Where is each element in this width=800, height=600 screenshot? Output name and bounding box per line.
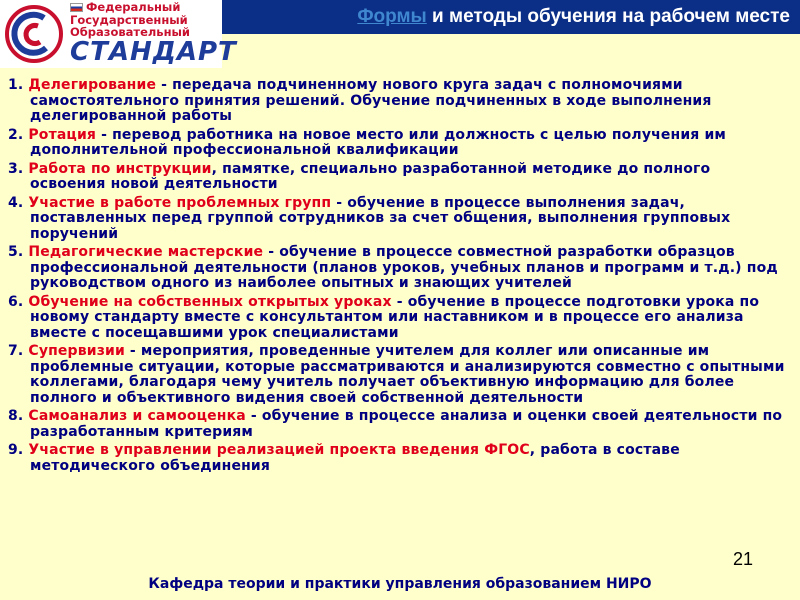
standard-wordmark: СТАНДАРТ [70, 37, 237, 67]
item-term: Обучение на собственных открытых уроках [28, 293, 392, 310]
list-item: 9. Участие в управлении реализацией проекта введения ФГОС, работа в составе методического объединения [8, 442, 680, 474]
list-item: 8. Самоанализ и самооценка - обучение в процессе анализа и оценки своей деятельности по разработанным критериям [8, 408, 783, 440]
list-item: 6. Обучение на собственных открытых уроках - обучение в процессе подготовки урока по новому стандарту вместе с консультантом или наставником и в процессе его анализа вместе с посещавшими урок специалистами [8, 293, 760, 341]
list-item: 2. Ротация - перевод работника на новое место или должность с целью получения им дополнительной профессиональной квалификации [8, 126, 727, 158]
fgos-logo [0, 0, 237, 68]
item-text: - обучение в процессе выполнения задач, поставленных перед группой сотрудников за счет общения, выполнения групповых поручений [30, 194, 731, 242]
item-text: , памятке, специально разработанной методике до полного освоения новой деятельности [30, 160, 711, 192]
page-title [357, 6, 790, 28]
item-text: - мероприятия, проведенные учителем для коллег или описанные им проблемные ситуации, которые рассматриваются и анализируются совместно с опытными коллегами, благодаря чему учитель получает объективную информацию для более полного и объективного видения своей собственной деятельности [30, 343, 785, 406]
russian-flag-icon [70, 3, 83, 12]
org-name [70, 1, 218, 39]
item-text: - перевод работника на новое место или должность с целью получения им дополнительной профессиональной квалификации [30, 126, 727, 158]
item-term: Делегирование [28, 77, 157, 93]
title-link-forms[interactable]: Формы [357, 6, 427, 27]
page-number: 21 [733, 549, 754, 569]
title-text: и методы обучения на рабочем месте [426, 6, 790, 27]
item-term: Работа по инструкции [28, 160, 212, 177]
item-term: Педагогические мастерские [28, 244, 264, 260]
list-item: 5. Педагогические мастерские - обучение в процессе совместной разработки образцов профессиональной деятельности (планов уроков, учебных планов и программ и т.д.) под руководством одного из наиболее опытных и знающих учителей [8, 244, 778, 291]
item-text: - обучение в процессе подготовки урока по новому стандарту вместе с консультантом или наставником и в процессе его анализа вместе с посещавшими урок специалистами [30, 293, 760, 341]
fgos-emblem-icon [4, 4, 64, 64]
org-line-3: Образовательный [70, 25, 190, 39]
item-term: Ротация [28, 126, 97, 143]
list-item: 7. Супервизии - мероприятия, проведенные учителем для коллег или описанные им проблемные ситуации, которые рассматриваются и анализируются совместно с опытными коллегами, благодаря чему учитель получает объективную информацию для более полного и объективного видения своей собственной деятельности [8, 343, 785, 406]
item-term: Участие в управлении реализацией проекта введения ФГОС [28, 442, 530, 458]
org-line-2: Государственный [70, 12, 188, 27]
slide-header [0, 0, 800, 68]
org-line-1: Федеральный [86, 0, 181, 14]
list-item: 1. Делегирование - передача подчиненному нового круга задач с полномочиями самостоятельного принятия решений. Обучение подчиненных в ходе выполнения делегированной работы [8, 77, 712, 124]
list-item: 4. Участие в работе проблемных групп - обучение в процессе выполнения задач, поставленных перед группой сотрудников за счет общения, выполнения групповых поручений [8, 194, 731, 242]
item-term: Самоанализ и самооценка [28, 408, 246, 424]
list-item: 3. Работа по инструкции, памятке, специально разработанной методике до полного освоения новой деятельности [8, 160, 711, 192]
item-text: - обучение в процессе анализа и оценки своей деятельности по разработанным критериям [30, 408, 783, 440]
item-text: , работа в составе методического объединения [30, 442, 680, 474]
item-text: - передача подчиненному нового круга задач с полномочиями самостоятельного принятия решений. Обучение подчиненных в ходе выполнения делегированной работы [30, 77, 712, 124]
footer-caption: Кафедра теории и практики управления образованием НИРО [148, 576, 652, 592]
item-term: Участие в работе проблемных групп [28, 194, 332, 211]
methods-list [8, 78, 788, 477]
item-term: Супервизии [28, 343, 125, 359]
title-band [222, 0, 800, 34]
item-text: - обучение в процессе совместной разработки образцов профессиональной деятельности (планов уроков, учебных планов и программ и т.д.) под руководством одного из наиболее опытных и знающих учителей [30, 244, 778, 291]
